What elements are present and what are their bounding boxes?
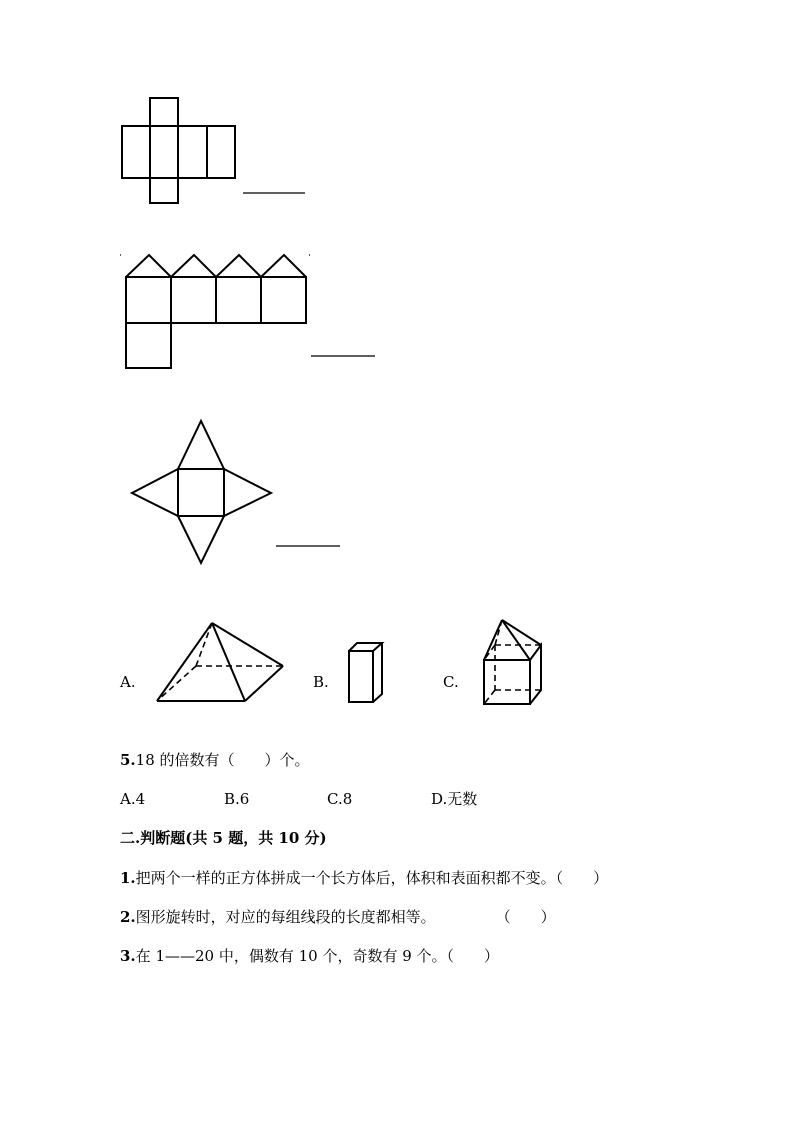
judgment-1 bbox=[120, 869, 608, 887]
judgment-number: 2. bbox=[120, 908, 136, 926]
option-b-label[interactable]: B. bbox=[313, 673, 329, 691]
judgment-text: 把两个一样的正方体拼成一个长方体后，体积和表面积都不变。（ ） bbox=[135, 869, 609, 887]
judgment-number: 1. bbox=[120, 869, 136, 887]
judgment-2 bbox=[120, 908, 556, 926]
option-c-label[interactable]: C. bbox=[443, 673, 459, 691]
choice-c[interactable]: C.8 bbox=[327, 790, 353, 808]
judgment-text: 图形旋转时，对应的每组线段的长度都相等。 （ ） bbox=[135, 908, 556, 926]
judgment-number: 3. bbox=[120, 947, 136, 965]
cube-net-figure bbox=[122, 98, 235, 203]
prism-net-figure bbox=[120, 255, 310, 368]
option-c-cube-pyramid[interactable] bbox=[484, 620, 541, 704]
question-number: 5. bbox=[120, 751, 136, 769]
question-text: 18 的倍数有（ ）个。 bbox=[135, 751, 310, 769]
question-5 bbox=[120, 751, 310, 769]
judgment-text: 在 1——20 中，偶数有 10 个，奇数有 9 个。（ ） bbox=[135, 947, 500, 965]
option-a-pyramid[interactable] bbox=[157, 623, 283, 701]
judgment-3 bbox=[120, 947, 499, 965]
choice-d[interactable]: D.无数 bbox=[431, 790, 478, 808]
choice-b[interactable]: B.6 bbox=[224, 790, 250, 808]
option-b-prism[interactable] bbox=[349, 643, 382, 702]
choice-a[interactable]: A.4 bbox=[120, 790, 146, 808]
section-title: 二.判断题(共 5 题，共 10 分) bbox=[120, 829, 327, 847]
pyramid-net-figure bbox=[132, 421, 271, 563]
option-a-label[interactable]: A. bbox=[120, 673, 136, 691]
